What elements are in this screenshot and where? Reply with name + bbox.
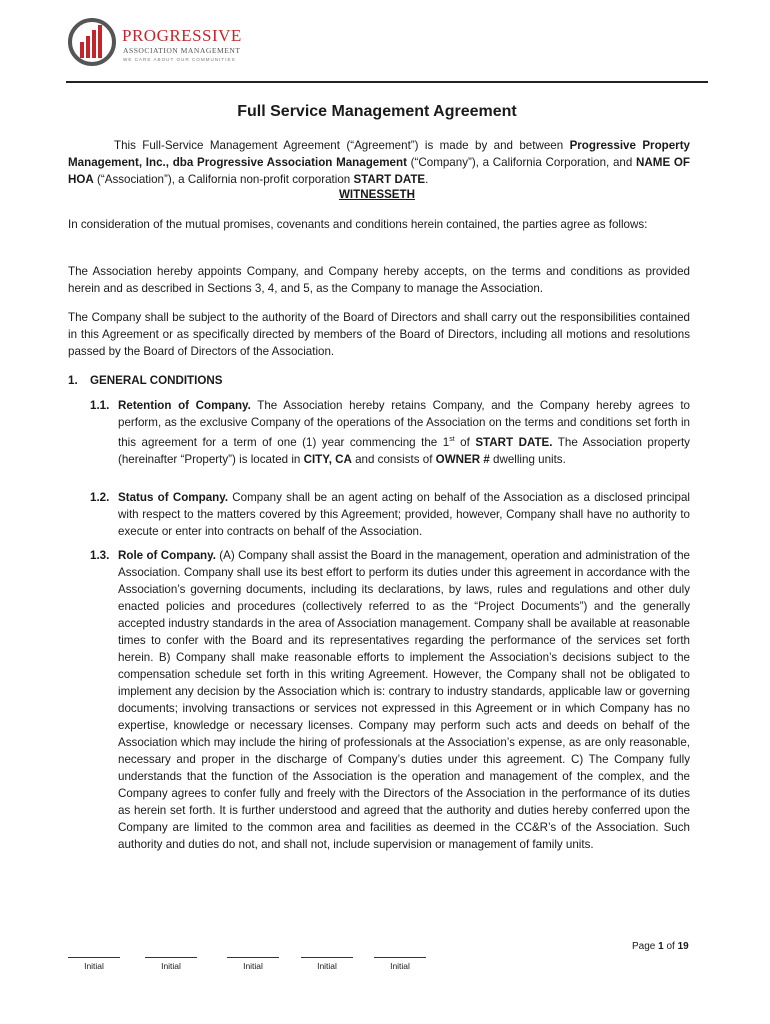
- subsection-number: 1.1.: [90, 399, 110, 412]
- logo-name: PROGRESSIVE: [122, 26, 242, 45]
- paragraph-authority: The Company shall be subject to the authority of the Board of Directors and shall carry out the responsibilities contained in this Agreement or as specifically directed by members of the Board of Directors, including all motions and resolutions passed by the Board of Directors of the Association.: [68, 311, 690, 358]
- subsection-1-3: 1.3. Role of Company. (A) Company shall assist the Board in the management, operation and administration of the Association. Company shall use its best effort to perform its duties under this agreement in accordance with the Association’s governing documents, including its declarations, by laws, rules and regulations and other duly enacted policies and procedures (collectively referred to as the “Project Documents”) and the generally accepted industry standards in the area of Association management. Company shall be available at reasonable times to confer with the Board and its representatives regarding the performance of the services set forth herein. B) Company shall make reasonable efforts to implement the Association’s decisions subject to the compensation schedule set forth in this writing Agreement. However, the Company shall not be obligated to implement any decision by the Association which is: contrary to industry standards, applicable law or governing documents; involving transactions or services not expressed in this Agreement or in which Company has no expertise, knowledge or necessary licenses. Company may perform such acts and deeds on behalf of the Association which may include the hiring of professionals at the Association’s expense, as are only reasonable, necessary and proper in the discharge of Company’s duties under this agreement. C) The Company fully understands that the function of the Association is the operation and management of the complex, and the Company agrees to confer fully and freely with the Directors of the Association in the performance of its duties as herein set forth. It is further understood and agreed that the authority and duties hereby conferred upon the Company are limited to the common area and facilities as deemed in the CC&R’s of the Association. Such authority and duties do not, and shall not, include supervision or management of family units.: [90, 549, 690, 851]
- intro-paragraph: This Full-Service Management Agreement (“Agreement”) is made by and between Progressive Property Management, Inc., dba Progressive Association Management (“Company”), a California Corporation, and NAME OF HOA (“Association”), a California non-profit corporation START DATE.: [68, 139, 690, 186]
- paragraph-appointment: The Association hereby appoints Company, and Company hereby accepts, on the terms and conditions as provided herein and as described in Sections 3, 4, and 5, as the Company to manage the Association.: [68, 265, 690, 295]
- subsection-title: Status of Company.: [118, 491, 229, 504]
- company-logo: [66, 16, 256, 72]
- logo-tagline: WE CARE ABOUT OUR COMMUNITIES: [123, 57, 236, 62]
- initial-line: Initial: [68, 957, 120, 971]
- initial-line: Initial: [227, 957, 279, 971]
- header-divider: [66, 81, 708, 83]
- subsection-number: 1.3.: [90, 549, 110, 562]
- paragraph-consideration: In consideration of the mutual promises, covenants and conditions herein contained, the parties agree as follows:: [68, 218, 648, 231]
- subsection-title: Retention of Company.: [118, 399, 251, 412]
- initial-line: Initial: [374, 957, 426, 971]
- logo-emblem-icon: [66, 16, 118, 68]
- initial-line: Initial: [145, 957, 197, 971]
- witnesseth-heading: WITNESSETH: [338, 188, 415, 201]
- logo-subtitle: ASSOCIATION MANAGEMENT: [123, 46, 241, 55]
- page-number: Page 1 of 19: [632, 941, 689, 952]
- subsection-1-2: 1.2. Status of Company. Company shall be an agent acting on behalf of the Association as a disclosed principal with respect to the matters covered by this Agreement; provided, however, Company shall have no authority to execute or enter into contracts on behalf of the Association.: [90, 491, 690, 538]
- section-heading: 1. GENERAL CONDITIONS: [68, 374, 223, 387]
- initial-line: Initial: [301, 957, 353, 971]
- subsection-title: Role of Company.: [118, 549, 216, 562]
- subsection-number: 1.2.: [90, 491, 110, 504]
- document-title: Full Service Management Agreement: [237, 103, 517, 120]
- subsection-1-1: 1.1. Retention of Company. The Association hereby retains Company, and the Company hereby agrees to perform, as the exclusive Company of the operations of the Association on the terms and conditions set forth in this agreement for a term of one (1) year commencing the 1st of START DATE. The Association property (hereinafter “Property”) is located in CITY, CA and consists of OWNER # dwelling units.: [90, 399, 690, 466]
